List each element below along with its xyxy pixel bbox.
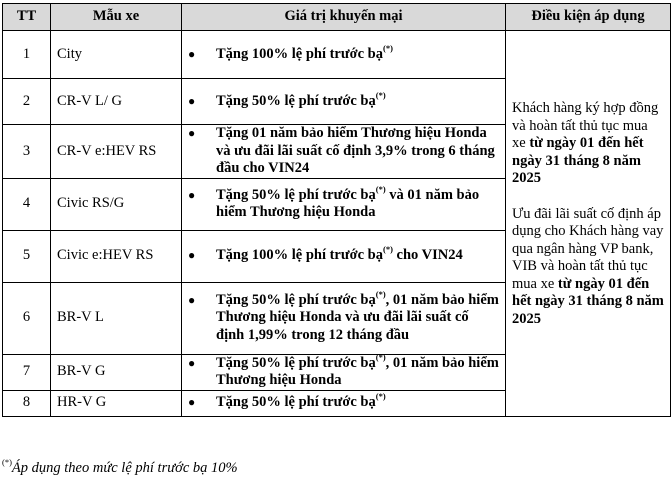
promotion-value	[182, 282, 506, 354]
bullet-icon: ●	[188, 355, 196, 370]
promo-text: Tặng 50% lệ phí trước bạ	[216, 92, 376, 109]
promo-text: Tặng 01 năm bảo hiểm Thương hiệu Honda và ưu đãi lãi suất cố định 3,9% trong 6 tháng đầu cho VIN24	[216, 125, 495, 176]
condition-purchase	[512, 100, 664, 188]
condition-interest-period: từ ngày 01 đến hết ngày 31 tháng 8 năm 2025	[512, 275, 664, 327]
row-number: 5	[3, 230, 51, 282]
promo-text-continued: và 01 năm bảo hiểm Thương hiệu Honda	[216, 186, 480, 220]
row-number: 4	[3, 178, 51, 230]
model-name: HR-V G	[51, 390, 182, 416]
footnote-ref: (*)	[375, 351, 386, 362]
condition-interest-text: Ưu đãi lãi suất cố định áp dụng cho Khách hàng vay qua ngân hàng VP bank, VIB và hoàn tất thủ tục mua xe	[512, 205, 664, 292]
footnote-ref: (*)	[375, 183, 386, 194]
promo-text-continued: , 01 năm bảo hiểm Thương hiệu Honda	[216, 354, 499, 388]
condition-interest	[512, 206, 664, 329]
model-name: Civic RS/G	[51, 178, 182, 230]
promotion-value	[182, 390, 506, 416]
bullet-icon: ●	[188, 126, 196, 140]
header-model: Mẫu xe	[51, 4, 182, 31]
promo-text: Tặng 100% lệ phí trước bạ	[216, 45, 383, 62]
footnote	[2, 457, 238, 477]
promotion-value	[182, 125, 506, 179]
promotion-value	[182, 31, 506, 79]
header-tt: TT	[3, 4, 51, 31]
model-name: CR-V e:HEV RS	[51, 125, 182, 179]
promotion-table	[2, 3, 671, 417]
footnote-ref: (*)	[375, 288, 386, 299]
footnote-ref: (*)	[382, 244, 393, 255]
header-row	[3, 4, 671, 31]
promo-text: Tặng 50% lệ phí trước bạ	[216, 394, 376, 411]
model-name: BR-V L	[51, 282, 182, 354]
footnote-ref: (*)	[375, 391, 386, 402]
footnote-ref: (*)	[375, 89, 386, 100]
model-name: City	[51, 31, 182, 79]
bullet-icon: ●	[188, 46, 196, 61]
bullet-icon: ●	[188, 395, 196, 410]
promotion-value	[182, 230, 506, 282]
promo-text-continued: cho VIN24	[392, 247, 463, 264]
model-name: BR-V G	[51, 354, 182, 390]
bullet-icon: ●	[188, 292, 196, 307]
promo-text-continued: , 01 năm bảo hiểm Thương hiệu Honda và ưu đãi lãi suất cố định 1,99% trong 12 tháng đầu	[216, 291, 499, 343]
table-row	[3, 31, 671, 79]
model-name: Civic e:HEV RS	[51, 230, 182, 282]
footnote-mark: (*)	[2, 457, 12, 468]
condition-purchase-text: Khách hàng ký hợp đồng và hoàn tất thủ tục mua xe	[512, 100, 659, 152]
promotion-value	[182, 351, 506, 390]
bullet-icon: ●	[188, 187, 196, 202]
promo-text: Tặng 50% lệ phí trước bạ	[216, 291, 376, 308]
row-number: 1	[3, 31, 51, 79]
promo-text: Tặng 50% lệ phí trước bạ	[216, 354, 376, 371]
row-number: 8	[3, 390, 51, 416]
row-number: 6	[3, 282, 51, 354]
promotion-value	[182, 178, 506, 230]
condition-purchase-period: từ ngày 01 đến hết ngày 31 tháng 8 năm 2025	[512, 135, 644, 187]
promo-text: Tặng 100% lệ phí trước bạ	[216, 247, 383, 264]
bullet-icon: ●	[188, 93, 196, 108]
row-number: 3	[3, 125, 51, 179]
footnote-ref: (*)	[382, 42, 393, 53]
bullet-icon: ●	[188, 248, 196, 263]
promo-text: Tặng 50% lệ phí trước bạ	[216, 186, 376, 203]
header-conditions: Điều kiện áp dụng	[506, 4, 671, 31]
row-number: 7	[3, 354, 51, 390]
model-name: CR-V L/ G	[51, 79, 182, 125]
header-promo: Giá trị khuyến mại	[182, 4, 506, 31]
row-number: 2	[3, 79, 51, 125]
footnote-text: Áp dụng theo mức lệ phí trước bạ 10%	[11, 460, 238, 476]
conditions-cell	[506, 31, 671, 417]
promotion-value	[182, 79, 506, 125]
